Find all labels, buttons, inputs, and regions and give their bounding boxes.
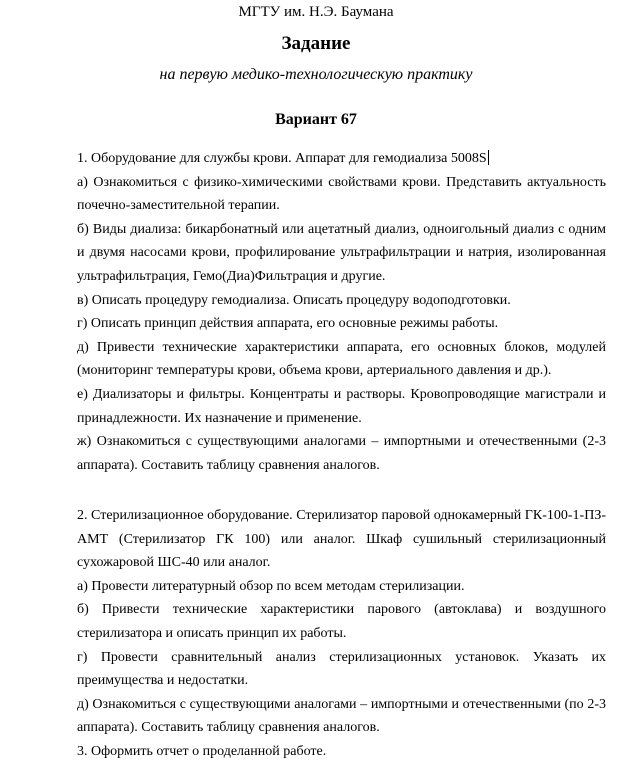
variant-number: Вариант 67 — [275, 111, 357, 128]
section-1-item-d: д) Привести технические характеристики аппарата, его основных блоков, модулей (мониторинг температуры крови, объема крови, артериального давления и др.). — [77, 339, 606, 379]
section-2-item-a: а) Провести литературный обзор по всем методам стерилизации. — [77, 578, 465, 594]
document-subtitle: на первую медико-технологическую практику — [159, 66, 473, 83]
document-title: Задание — [281, 33, 351, 54]
task-section-1 — [77, 147, 606, 477]
section-1-item-b: б) Виды диализа: бикарбонатный или ацетатный диализ, одноигольный диализ с одним и двумя насосами крови, профилирование ультрафильтрации и натрия, изолированная ультрафильтрация, Гемо(Диа)Фильтрация и другие. — [77, 221, 606, 284]
text-cursor — [488, 150, 489, 165]
section-1-heading-line[interactable] — [77, 147, 606, 171]
section-3-heading: 3. Оформить отчет о проделанной работе. — [77, 743, 327, 759]
section-2-item-d: д) Ознакомиться с существующими аналогами – импортными и отечественными (по 2-3 аппарата). Составить таблицу сравнения аналогов. — [77, 696, 606, 736]
section-2-item-b: б) Привести технические характеристики парового (автоклава) и воздушного стерилизатора и описать принцип их работы. — [77, 602, 606, 641]
section-1-item-v: в) Описать процедуру гемодиализа. Описать процедуру водоподготовки. — [77, 292, 511, 308]
section-2-item-g: г) Провести сравнительный анализ стерилизационных установок. Указать их преимущества и недостатки. — [77, 649, 606, 689]
section-1-heading: 1. Оборудование для службы крови. Аппарат для гемодиализа 5008S — [77, 151, 487, 166]
section-1-item-e: е) Диализаторы и фильтры. Концентраты и растворы. Кровопроводящие магистрали и принадлежности. Их назначение и применение. — [77, 386, 606, 426]
section-2-heading: 2. Стерилизационное оборудование. Стерилизатор паровой однокамерный ГК-100-1-ПЗ-АМТ (Стерилизатор ГК 100) или аналог. Шкаф сушильный стерилизационный сухожаровой ШС-40 или аналог. — [77, 508, 606, 571]
section-1-item-g: г) Описать принцип действия аппарата, его основные режимы работы. — [77, 316, 499, 332]
task-section-2 — [77, 504, 606, 764]
university-name: МГТУ им. Н.Э. Баумана — [238, 4, 394, 20]
section-1-item-a: а) Ознакомиться с физико-химическими свойствами крови. Представить актуальность почечно-заместительной терапии. — [77, 174, 606, 214]
section-1-item-zh: ж) Ознакомиться с существующими аналогами – импортными и отечественными (2-3 аппарата). Составить таблицу сравнения аналогов. — [77, 434, 606, 473]
